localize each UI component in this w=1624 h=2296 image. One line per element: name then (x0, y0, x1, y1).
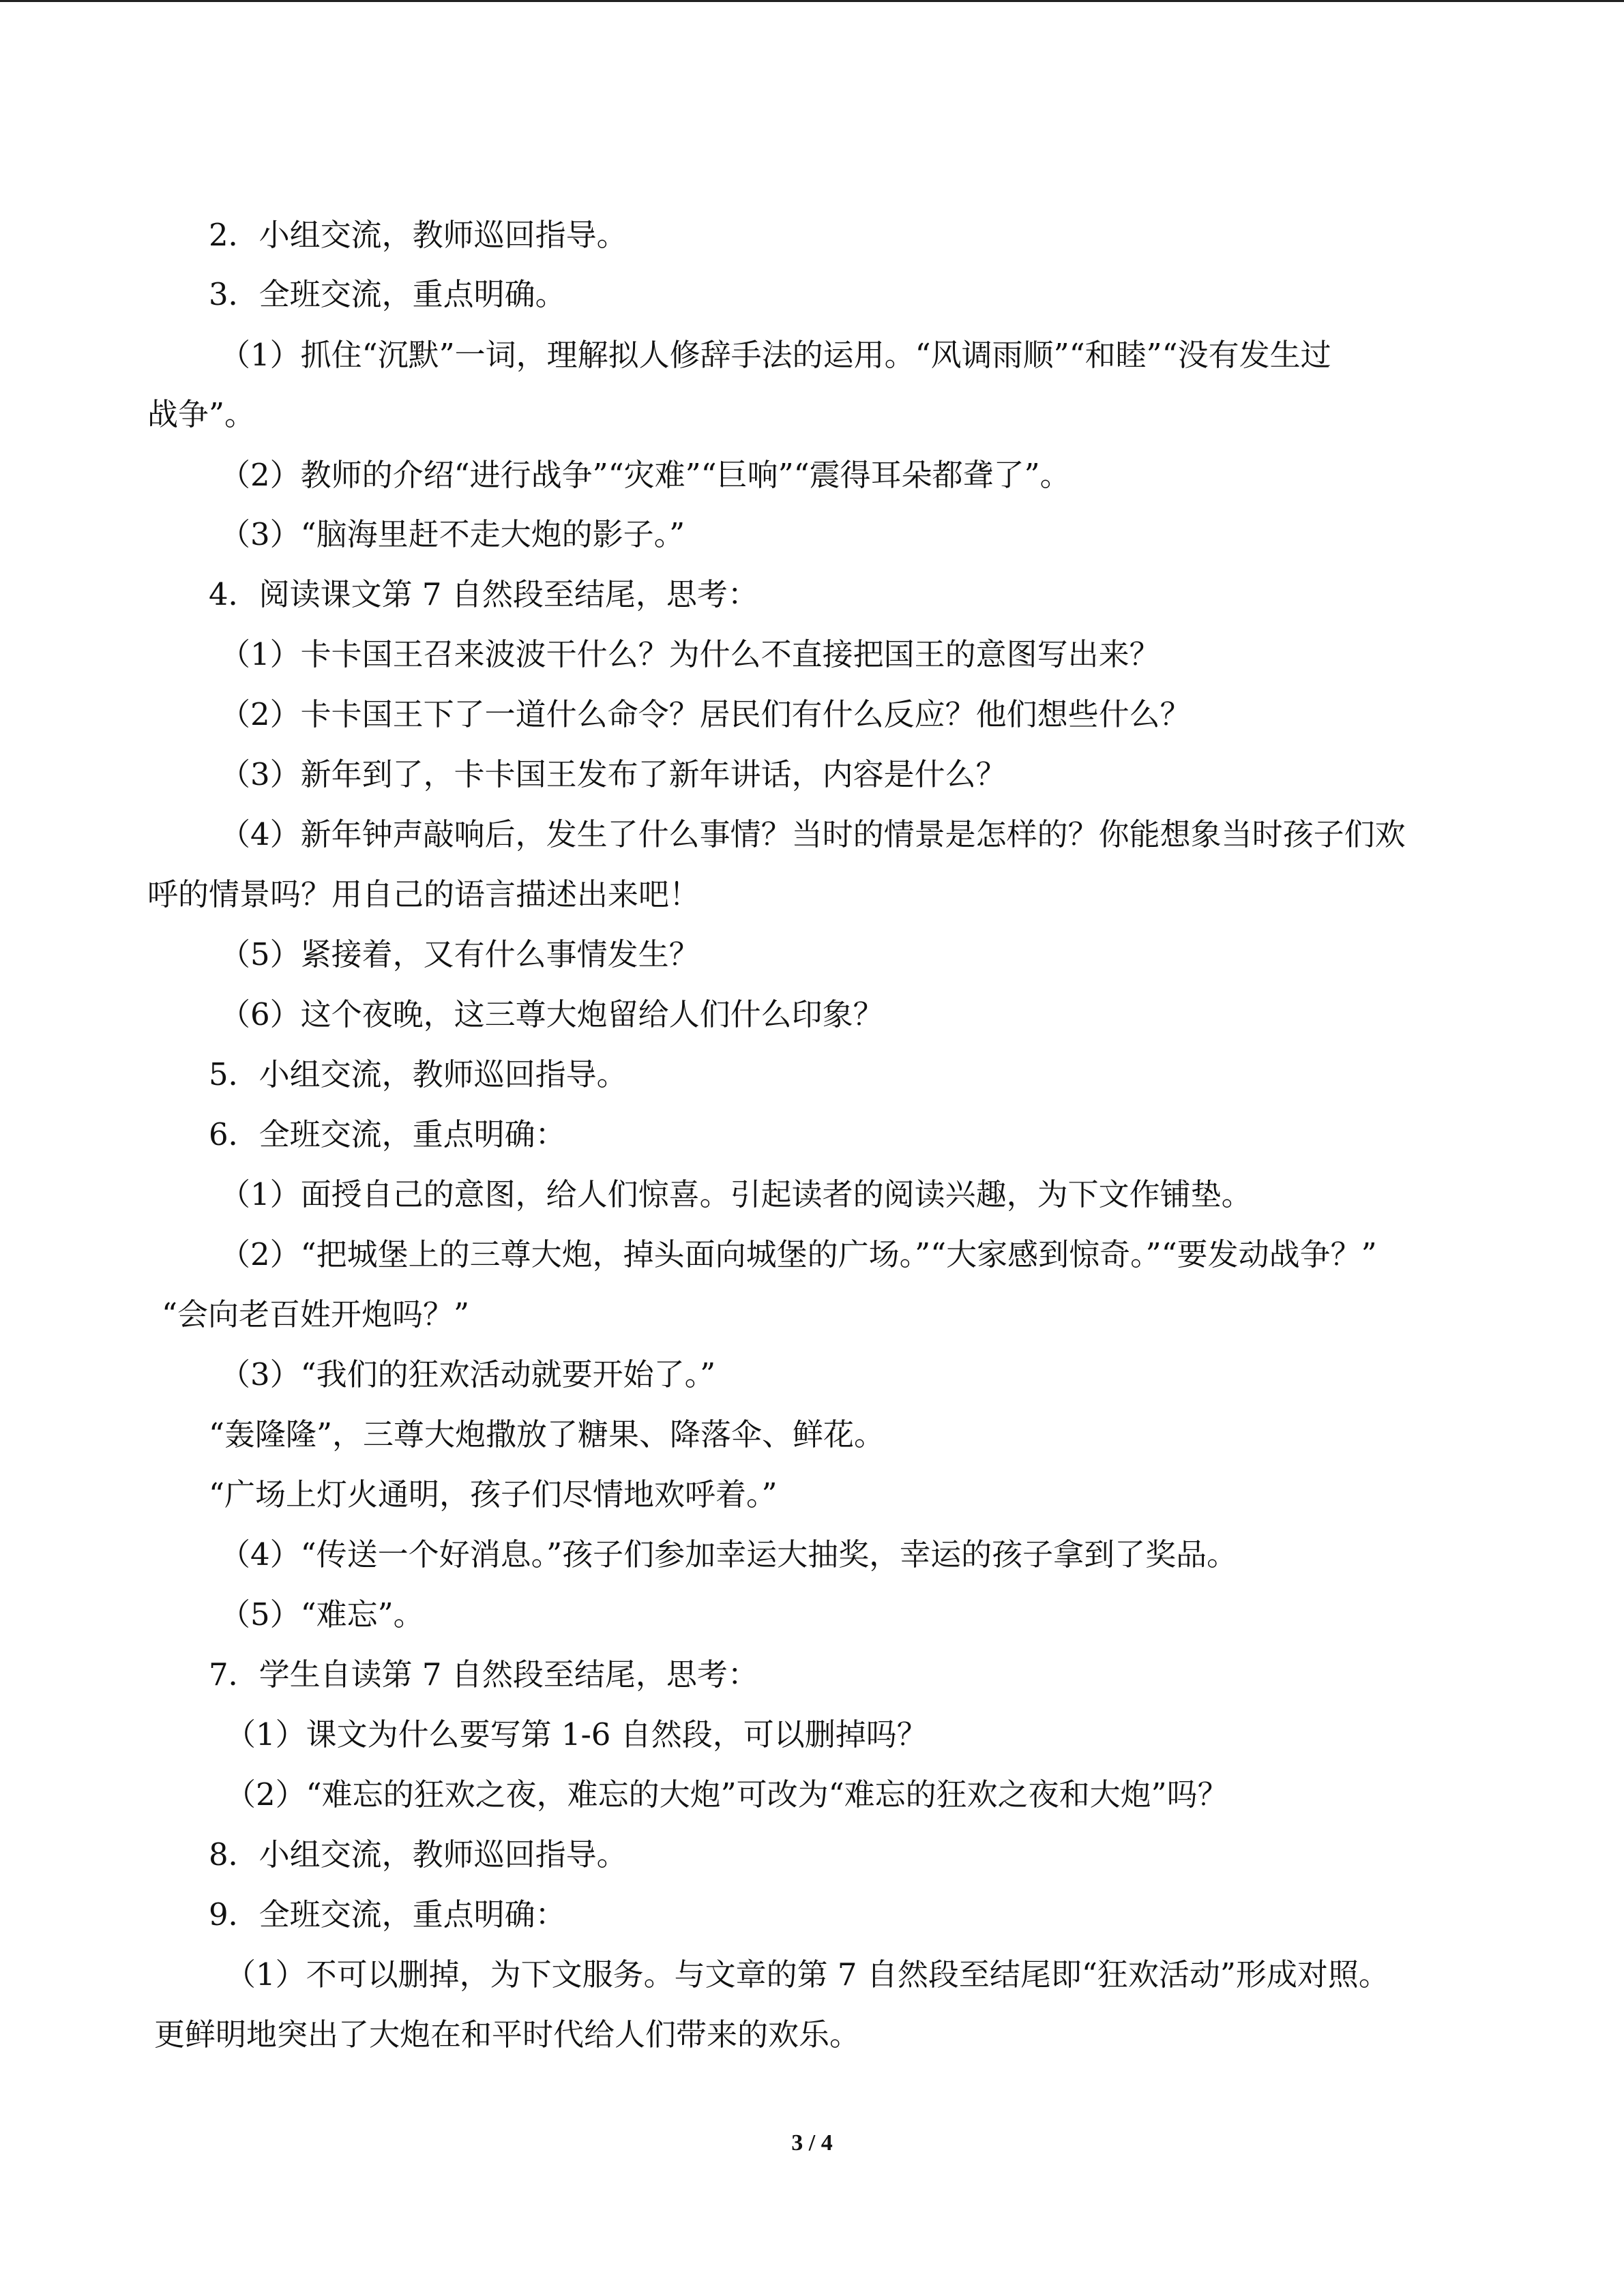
text-line: （2）教师的介绍“进行战争”“灾难”“巨响”“震得耳朵都聋了”。 (220, 457, 1071, 493)
text-line: （3）新年到了，卡卡国王发布了新年讲话，内容是什么？ (220, 756, 1007, 792)
text-line: （5）“难忘”。 (220, 1596, 424, 1632)
text-line: （1）课文为什么要写第 1-6 自然段，可以删掉吗？ (225, 1716, 928, 1753)
text-line: 4．阅读课文第 7 自然段至结尾，思考： (209, 576, 758, 612)
text-line: （2）“把城堡上的三尊大炮，掉头面向城堡的广场。”“大家感到惊奇。”“要发动战争？” (220, 1236, 1377, 1272)
text-line: （3）“我们的狂欢活动就要开始了。” (220, 1356, 716, 1392)
text-line: （1）面授自己的意图，给人们惊喜。引起读者的阅读兴趣，为下文作铺垫。 (220, 1176, 1252, 1212)
text-line: “会向老百姓开炮吗？” (162, 1296, 470, 1332)
text-line: “广场上灯火通明，孩子们尽情地欢呼着。” (209, 1476, 778, 1512)
text-line: 更鲜明地突出了大炮在和平时代给人们带来的欢乐。 (154, 2016, 861, 2053)
text-line: 5．小组交流，教师巡回指导。 (209, 1056, 628, 1092)
text-line: （2）“难忘的狂欢之夜，难忘的大炮”可改为“难忘的狂欢之夜和大炮”吗？ (225, 1776, 1228, 1813)
text-line: 战争”。 (147, 396, 256, 432)
text-line: （3）“脑海里赶不走大炮的影子。” (220, 516, 685, 552)
text-line: 6．全班交流，重点明确： (209, 1116, 566, 1152)
text-line: （2）卡卡国王下了一道什么命令？居民们有什么反应？他们想些什么？ (220, 696, 1191, 732)
page-number: 3 / 4 (791, 2130, 833, 2156)
text-line: 呼的情景吗？用自己的语言描述出来吧！ (147, 876, 700, 912)
text-line: （4）“传送一个好消息。”孩子们参加幸运大抽奖，幸运的孩子拿到了奖品。 (220, 1536, 1238, 1572)
text-line: 8．小组交流，教师巡回指导。 (209, 1836, 628, 1873)
text-line: 3．全班交流，重点明确。 (209, 276, 566, 312)
text-line: 7．学生自读第 7 自然段至结尾，思考： (209, 1656, 758, 1693)
text-line: （5）紧接着，又有什么事情发生？ (220, 936, 700, 972)
text-line: （6）这个夜晚，这三尊大炮留给人们什么印象？ (220, 996, 884, 1032)
text-line: （1）卡卡国王召来波波干什么？为什么不直接把国王的意图写出来？ (220, 636, 1160, 672)
text-line: “轰隆隆”，三尊大炮撒放了糖果、降落伞、鲜花。 (209, 1416, 885, 1452)
text-line: 9．全班交流，重点明确： (209, 1896, 566, 1933)
text-line: 2．小组交流，教师巡回指导。 (209, 217, 628, 253)
text-line: （1）不可以删掉，为下文服务。与文章的第 7 自然段至结尾即“狂欢活动”形成对照。 (225, 1956, 1389, 1993)
text-line: （4）新年钟声敲响后，发生了什么事情？当时的情景是怎样的？你能想象当时孩子们欢 (220, 816, 1406, 852)
text-line: （1）抓住“沉默”一词，理解拟人修辞手法的运用。“风调雨顺”“和睦”“没有发生过 (220, 337, 1331, 373)
